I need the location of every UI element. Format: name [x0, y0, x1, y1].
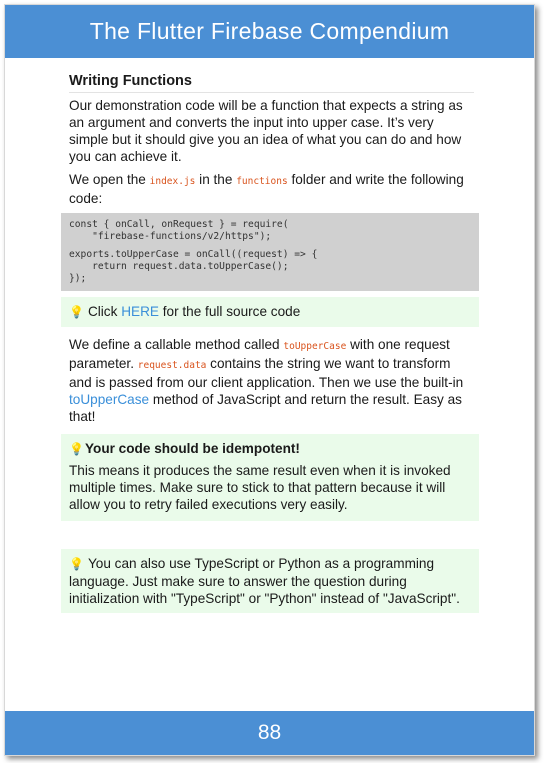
inline-code-functions: functions [236, 176, 288, 187]
idempotent-title [69, 440, 471, 458]
language-note [61, 549, 479, 613]
page-footer [5, 711, 534, 755]
text-segment: We define a callable method called [69, 337, 284, 352]
text-segment: in the [195, 172, 237, 187]
section-heading: Writing Functions [69, 73, 474, 93]
page-number: 88 [257, 721, 282, 744]
lightbulb-icon: 💡 [69, 442, 84, 456]
inline-code-request-data: request.data [137, 360, 207, 371]
inline-code-index-js: index.js [149, 176, 196, 187]
code-line: const { onCall, onRequest } = require( [69, 219, 289, 230]
text-segment: You can also use TypeScript or Python as a programming language. Just make sure to answer the question during initialization with "TypeScript" or "Python" instead of "JavaScript". [69, 556, 460, 606]
callout-heading: Your code should be idempotent! [84, 441, 300, 456]
book-title: The Flutter Firebase Compendium [89, 18, 450, 44]
idempotent-callout [61, 434, 479, 521]
text-segment: folder and write the following code: [69, 172, 464, 206]
idempotent-body: This means it produces the same result even when it is invoked multiple times. Make sure to stick to that pattern because it will allow you to retry failed executions very easily. [69, 463, 451, 512]
source-code-note [61, 297, 479, 327]
book-page [4, 4, 535, 756]
explanation-paragraph [61, 336, 479, 425]
text-segment: contains the string we want to transform and is passed from our client application. Then we use the built-in [69, 356, 464, 390]
language-note-text [69, 555, 471, 607]
lightbulb-icon: 💡 [69, 557, 84, 571]
page-content [61, 73, 479, 613]
text-segment: with one request parameter. [69, 337, 450, 371]
code-block [61, 213, 479, 291]
touppercase-link[interactable]: toUpperCase [69, 392, 150, 407]
code-line: return request.data.toUpperCase(); [69, 261, 289, 272]
inline-code-touppercase: toUpperCase [283, 341, 347, 352]
intro-paragraph: Our demonstration code will be a function that expects a string as an argument and converts the input into upper case. It’s very simple but it should give you an idea of what you can do and how you can achieve it. [69, 98, 463, 164]
source-note-text [69, 303, 471, 321]
text-segment: Click [87, 304, 122, 319]
text-segment: for the full source code [158, 304, 301, 319]
lightbulb-icon: 💡 [69, 305, 84, 319]
code-line: "firebase-functions/v2/https"); [69, 231, 272, 242]
source-code-link[interactable]: HERE [121, 304, 159, 319]
page-header [5, 5, 534, 58]
text-segment: method of JavaScript and return the result. Easy as that! [69, 392, 462, 424]
open-file-paragraph [61, 171, 479, 207]
code-line: }); [69, 273, 87, 284]
code-line: exports.toUpperCase = onCall((request) => { [69, 249, 318, 260]
text-segment: We open the [69, 172, 150, 187]
